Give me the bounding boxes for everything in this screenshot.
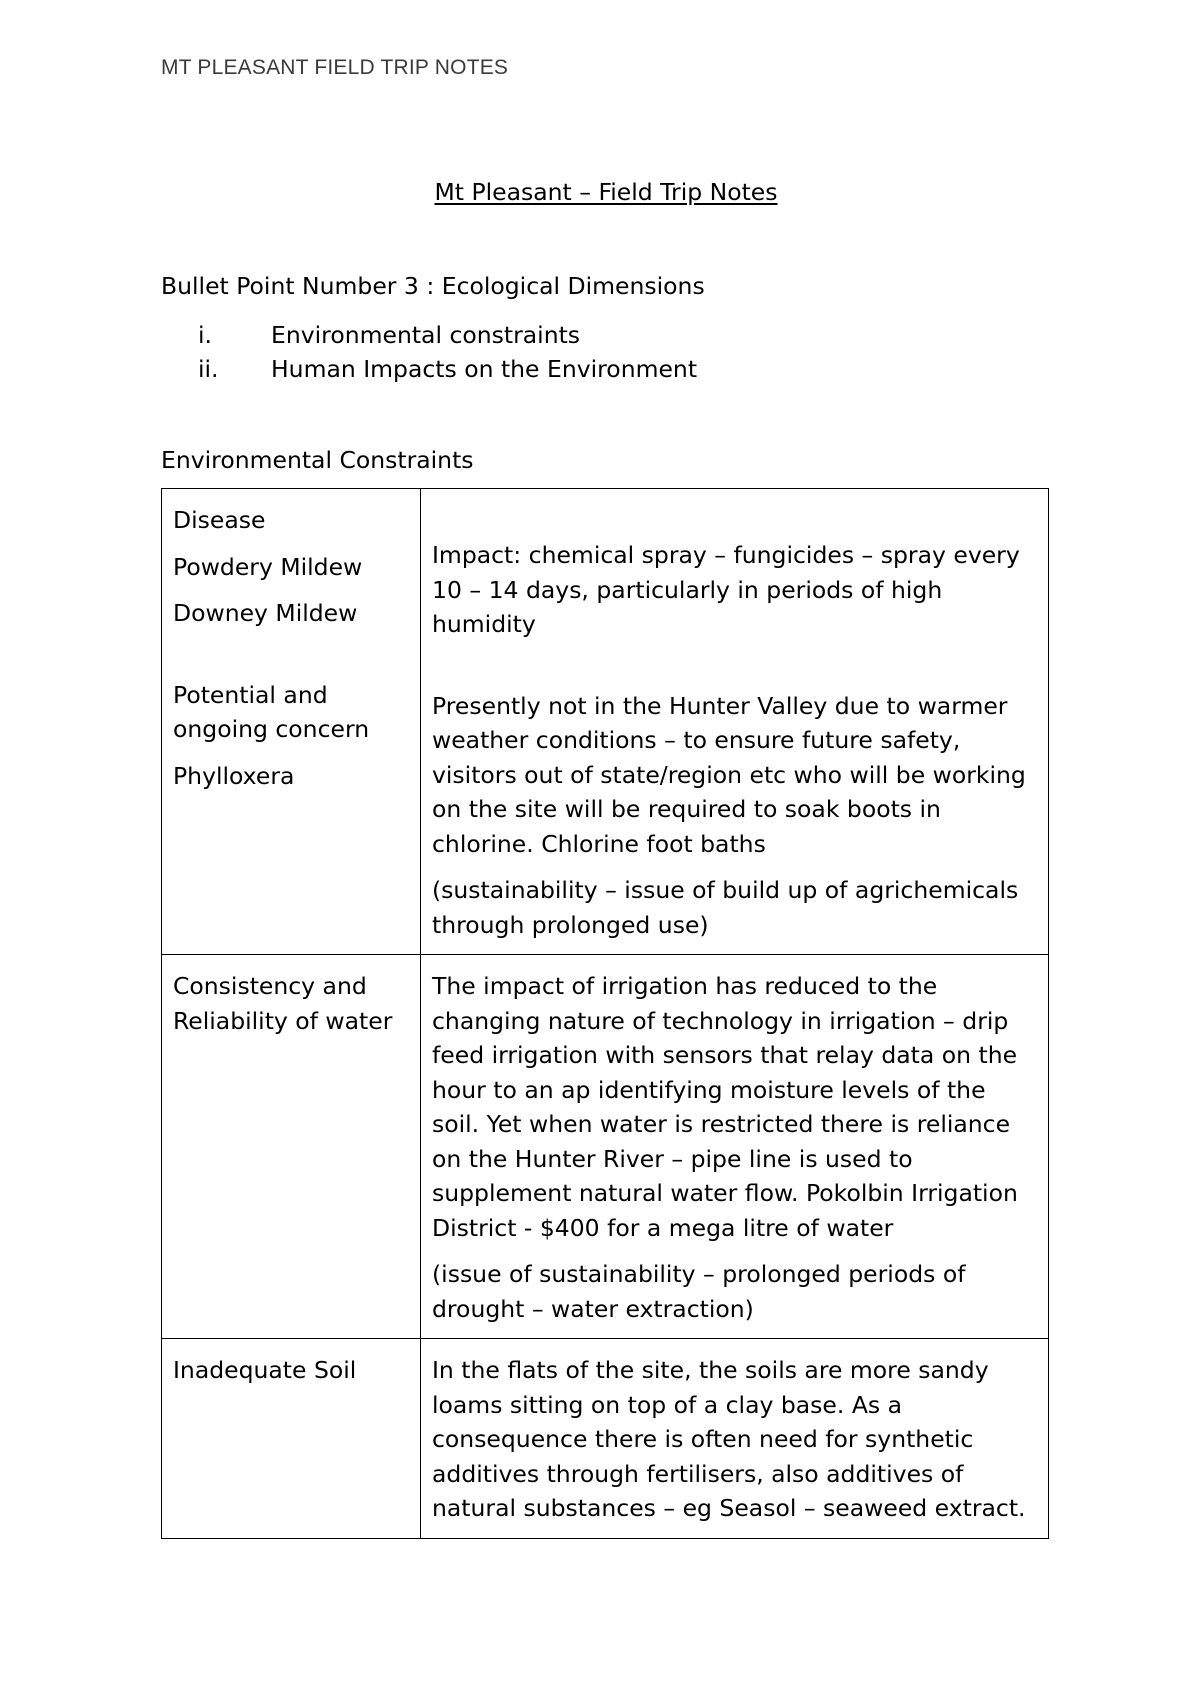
running-header: MT PLEASANT FIELD TRIP NOTES: [161, 56, 509, 79]
desc-sustainability: (issue of sustainability – prolonged periods of drought – water extraction): [432, 1260, 966, 1323]
desc-impact: Impact: chemical spray – fungicides – spray every 10 – 14 days, particularly in periods of high humidity: [432, 541, 1020, 638]
table-cell-description: [421, 1339, 1049, 1539]
constraints-table: [161, 488, 1049, 1539]
spacer: [432, 654, 1038, 689]
table-cell-label: [162, 955, 421, 1339]
spacer: [173, 643, 410, 678]
label-water: Consistency and Reliability of water: [173, 972, 393, 1035]
desc-irrigation: The impact of irrigation has reduced to the changing nature of technology in irrigation – drip feed irrigation with sensors that relay data on the hour to an ap identifying moisture levels of the soil. Yet when water is restricted there is reliance on the Hunter River – pipe line is used to supplement natural water flow. Pokolbin Irrigation District - $400 for a mega litre of water: [432, 972, 1018, 1242]
outline-number: i.: [198, 321, 212, 349]
label-phylloxera: Phylloxera: [173, 761, 295, 790]
table-row: [162, 955, 1049, 1339]
label-soil: Inadequate Soil: [173, 1356, 357, 1384]
label-powdery-mildew: Powdery Mildew: [173, 552, 363, 581]
section-heading: Bullet Point Number 3 : Ecological Dimensions: [161, 272, 705, 300]
outline-text: Human Impacts on the Environment: [271, 355, 698, 383]
label-downey-mildew: Downey Mildew: [173, 599, 358, 627]
spacer: [432, 503, 1038, 538]
label-disease: Disease: [173, 506, 266, 534]
outline-text: Environmental constraints: [271, 321, 581, 349]
table-cell-label: [162, 489, 421, 955]
document-title: Mt Pleasant – Field Trip Notes: [434, 178, 778, 206]
desc-soil: In the flats of the site, the soils are more sandy loams sitting on top of a clay base. As a consequence there is often need for synthetic additives through fertilisers, also additives of natural substances – eg Seasol – seaweed extract.: [432, 1356, 1026, 1522]
desc-sustainability: (sustainability – issue of build up of agrichemicals through prolonged use): [432, 876, 1019, 939]
table-row: [162, 489, 1049, 955]
constraints-subheading: Environmental Constraints: [161, 446, 474, 474]
outline-item: [161, 352, 697, 386]
table-cell-description: [421, 489, 1049, 955]
table-cell-label: [162, 1339, 421, 1539]
label-potential-concern: Potential and ongoing concern: [173, 680, 370, 743]
outline-item: [161, 318, 697, 352]
table-row: [162, 1339, 1049, 1539]
outline-list: [161, 318, 697, 386]
desc-presently: Presently not in the Hunter Valley due to warmer weather conditions – to ensure future safety, visitors out of state/region etc who will be working on the site will be required to soak boots in chlorine. Chlorine foot baths: [432, 691, 1026, 858]
outline-number: ii.: [198, 355, 219, 383]
table-cell-description: [421, 955, 1049, 1339]
